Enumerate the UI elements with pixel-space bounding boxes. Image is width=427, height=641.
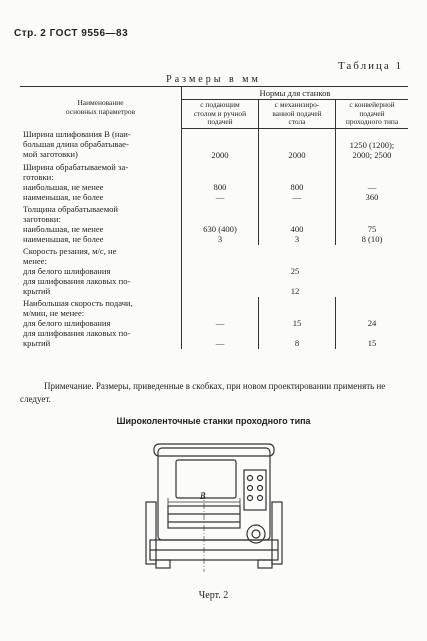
value-cell: 1250 (1200); xyxy=(349,139,395,150)
value-cell: — xyxy=(292,191,302,202)
value-cell: 2000 xyxy=(288,149,306,160)
machine-window xyxy=(176,460,236,498)
table-number: Таблица 1 xyxy=(337,60,403,72)
value-cell: 360 xyxy=(365,191,379,202)
value-cell: 75 xyxy=(367,223,377,234)
value-cell: 15 xyxy=(367,337,377,348)
col-header-conveyor: с конвейерной подачей проходного типа xyxy=(336,100,409,129)
table-row xyxy=(20,203,408,245)
machine-body xyxy=(158,448,270,540)
page-header: Стр. 2 ГОСТ 9556—83 xyxy=(14,28,129,39)
value-cell: 3 xyxy=(217,233,223,244)
norms-header: Нормы для станков xyxy=(182,87,409,100)
value-cell: 630 (400) xyxy=(203,223,237,234)
value-cell: 12 xyxy=(290,285,300,296)
table-note: Примечание. Размеры, приведенные в скобках, при новом проектировании применять не следует. xyxy=(20,381,386,404)
table-row xyxy=(20,161,408,203)
value-cell: — xyxy=(215,191,225,202)
col-header-mechanized: с механизиро- ванной подачей стола xyxy=(259,100,336,129)
control-panel xyxy=(244,470,266,510)
value-cell: 25 xyxy=(290,265,300,276)
value-cell: 8 (10) xyxy=(361,233,383,244)
value-cell: 400 xyxy=(290,223,304,234)
param-cell: Скорость резания, м/с, не менее: для белого шлифования для шлифования лаковых по- крытий xyxy=(20,245,182,297)
value-cell: 24 xyxy=(367,317,377,328)
parameters-table xyxy=(20,86,408,349)
figure-title: Широколенточные станки проходного типа xyxy=(116,416,311,426)
col-header-manual: с подающим столом и ручной подачей xyxy=(182,100,259,129)
value-cell: — xyxy=(367,181,377,192)
value-cell: 15 xyxy=(292,317,302,328)
param-cell: Толщина обрабатываемой заготовки: наибольшая, не менее наименьшая, не более xyxy=(20,203,182,245)
table-row xyxy=(20,297,408,349)
param-cell: Ширина обрабатываемой за- готовки: наибольшая, не менее наименьшая, не более xyxy=(20,161,182,203)
param-header: Наименование основных параметров xyxy=(20,87,182,129)
figure-caption: Черт. 2 xyxy=(198,590,229,601)
value-cell: 8 xyxy=(294,337,300,348)
param-cell: Ширина шлифования B (наи- большая длина обрабатывае- мой заготовки) xyxy=(20,128,182,161)
value-cell: 3 xyxy=(294,233,300,244)
value-cell: — xyxy=(215,317,225,328)
table-row xyxy=(20,245,408,297)
table-caption: Размеры в мм xyxy=(166,74,261,85)
machine-drawing xyxy=(140,442,290,582)
value-cell: — xyxy=(215,337,225,348)
dimension-label: B xyxy=(200,491,206,501)
value-cell: 2000 xyxy=(211,149,229,160)
value-cell: 2000; 2500 xyxy=(352,149,392,160)
value-cell: 800 xyxy=(290,181,304,192)
table-row xyxy=(20,128,408,161)
param-cell: Наибольшая скорость подачи, м/мин, не менее: для белого шлифования для шлифования лаковых по- крытий xyxy=(20,297,182,349)
value-cell: 800 xyxy=(213,181,227,192)
